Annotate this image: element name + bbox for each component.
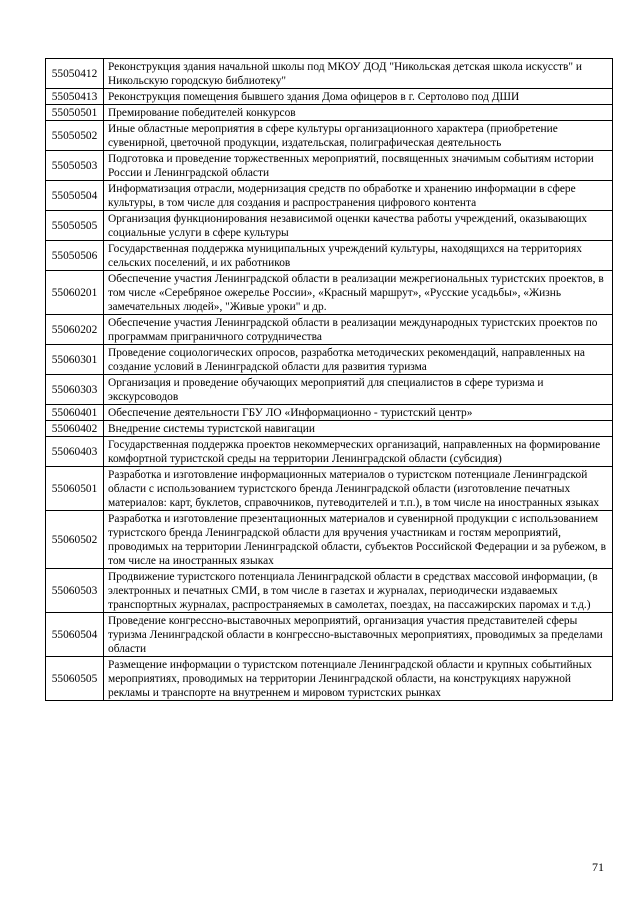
row-code: 55050504 xyxy=(46,181,104,211)
row-description: Размещение информации о туристском потенциале Ленинградской области и крупных событийных мероприятиях, проводимых на территории Ленинградской области, на конструкциях наружной рекламы и транспорте на внутреннем и мировом туристских рынках xyxy=(104,657,613,701)
row-code: 55060505 xyxy=(46,657,104,701)
table-row xyxy=(46,59,613,89)
row-code: 55050502 xyxy=(46,121,104,151)
row-code: 55060503 xyxy=(46,569,104,613)
table-row xyxy=(46,121,613,151)
row-code: 55060401 xyxy=(46,405,104,421)
row-code: 55060303 xyxy=(46,375,104,405)
row-description: Разработка и изготовление информационных материалов о туристском потенциале Ленинградской области с использованием туристского бренда Ленинградской области (изготовление печатных материалов: карт, буклетов, справочников, путеводителей и т.п.), в том числе на иностранных языках xyxy=(104,467,613,511)
table-row xyxy=(46,657,613,701)
row-description: Иные областные мероприятия в сфере культуры организационного характера (приобретение сувенирной, цветочной продукции, издательская, полиграфическая деятельность xyxy=(104,121,613,151)
table-row xyxy=(46,151,613,181)
row-code: 55060301 xyxy=(46,345,104,375)
row-code: 55060402 xyxy=(46,421,104,437)
row-code: 55050413 xyxy=(46,89,104,105)
table-row xyxy=(46,405,613,421)
row-code: 55050501 xyxy=(46,105,104,121)
row-code: 55060201 xyxy=(46,271,104,315)
table-row xyxy=(46,437,613,467)
row-description: Разработка и изготовление презентационных материалов и сувенирной продукции с использованием туристского бренда Ленинградской области для вручения участникам и гостям мероприятий, проводимых на территории Ленинградской области, субъектов Российской Федерации и за рубежом, в том числе на иностранных языках xyxy=(104,511,613,569)
table-row xyxy=(46,105,613,121)
row-description: Премирование победителей конкурсов xyxy=(104,105,613,121)
row-description: Организация функционирования независимой оценки качества работы учреждений, оказывающих социальные услуги в сфере культуры xyxy=(104,211,613,241)
row-description: Государственная поддержка проектов некоммерческих организаций, направленных на формирование комфортной туристской среды на территории Ленинградской области (субсидия) xyxy=(104,437,613,467)
page-number: 71 xyxy=(592,860,604,874)
table-row xyxy=(46,211,613,241)
budget-codes-table xyxy=(45,58,613,701)
row-description: Продвижение туристского потенциала Ленинградской области в средствах массовой информации, (в электронных и печатных СМИ, в том числе в газетах и журналах, периодически издаваемых транспортных журналах, распространяемых в самолетах, поездах, на пассажирских паромах и т.д.) xyxy=(104,569,613,613)
row-code: 55050506 xyxy=(46,241,104,271)
table-row xyxy=(46,467,613,511)
row-description: Обеспечение участия Ленинградской области в реализации международных туристских проектов по программам приграничного сотрудничества xyxy=(104,315,613,345)
table-row xyxy=(46,569,613,613)
table-row xyxy=(46,181,613,211)
row-code: 55060501 xyxy=(46,467,104,511)
row-description: Проведение социологических опросов, разработка методических рекомендаций, направленных на создание условий в Ленинградской области для развития туризма xyxy=(104,345,613,375)
row-description: Обеспечение деятельности ГБУ ЛО «Информационно - туристский центр» xyxy=(104,405,613,421)
row-description: Проведение конгрессно-выставочных мероприятий, организация участия представителей сферы туризма Ленинградской области в конгрессно-выставочных мероприятиях, проводимых за пределами области xyxy=(104,613,613,657)
row-description: Реконструкция помещения бывшего здания Дома офицеров в г. Сертолово под ДШИ xyxy=(104,89,613,105)
row-description: Реконструкция здания начальной школы под МКОУ ДОД "Никольская детская школа искусств" и Никольскую городскую библиотеку" xyxy=(104,59,613,89)
table-row xyxy=(46,315,613,345)
row-description: Государственная поддержка муниципальных учреждений культуры, находящихся на территориях сельских поселений, и их работников xyxy=(104,241,613,271)
table-row xyxy=(46,345,613,375)
row-description: Подготовка и проведение торжественных мероприятий, посвященных значимым событиям истории России и Ленинградской области xyxy=(104,151,613,181)
row-description: Обеспечение участия Ленинградской области в реализации межрегиональных туристских проектов, в том числе «Серебряное ожерелье России», «Красный маршрут», «Русские усадьбы», «Жизнь замечательных людей», "Живые уроки" и др. xyxy=(104,271,613,315)
table-row xyxy=(46,89,613,105)
table-row xyxy=(46,375,613,405)
row-description: Информатизация отрасли, модернизация средств по обработке и хранению информации в сфере культуры, в том числе для создания и распространения цифрового контента xyxy=(104,181,613,211)
row-code: 55060504 xyxy=(46,613,104,657)
row-code: 55050505 xyxy=(46,211,104,241)
table-row xyxy=(46,271,613,315)
row-code: 55050412 xyxy=(46,59,104,89)
row-description: Организация и проведение обучающих мероприятий для специалистов в сфере туризма и экскурсоводов xyxy=(104,375,613,405)
row-code: 55050503 xyxy=(46,151,104,181)
table-row xyxy=(46,421,613,437)
table-row xyxy=(46,241,613,271)
row-description: Внедрение системы туристской навигации xyxy=(104,421,613,437)
row-code: 55060403 xyxy=(46,437,104,467)
row-code: 55060502 xyxy=(46,511,104,569)
table-row xyxy=(46,511,613,569)
row-code: 55060202 xyxy=(46,315,104,345)
table-row xyxy=(46,613,613,657)
